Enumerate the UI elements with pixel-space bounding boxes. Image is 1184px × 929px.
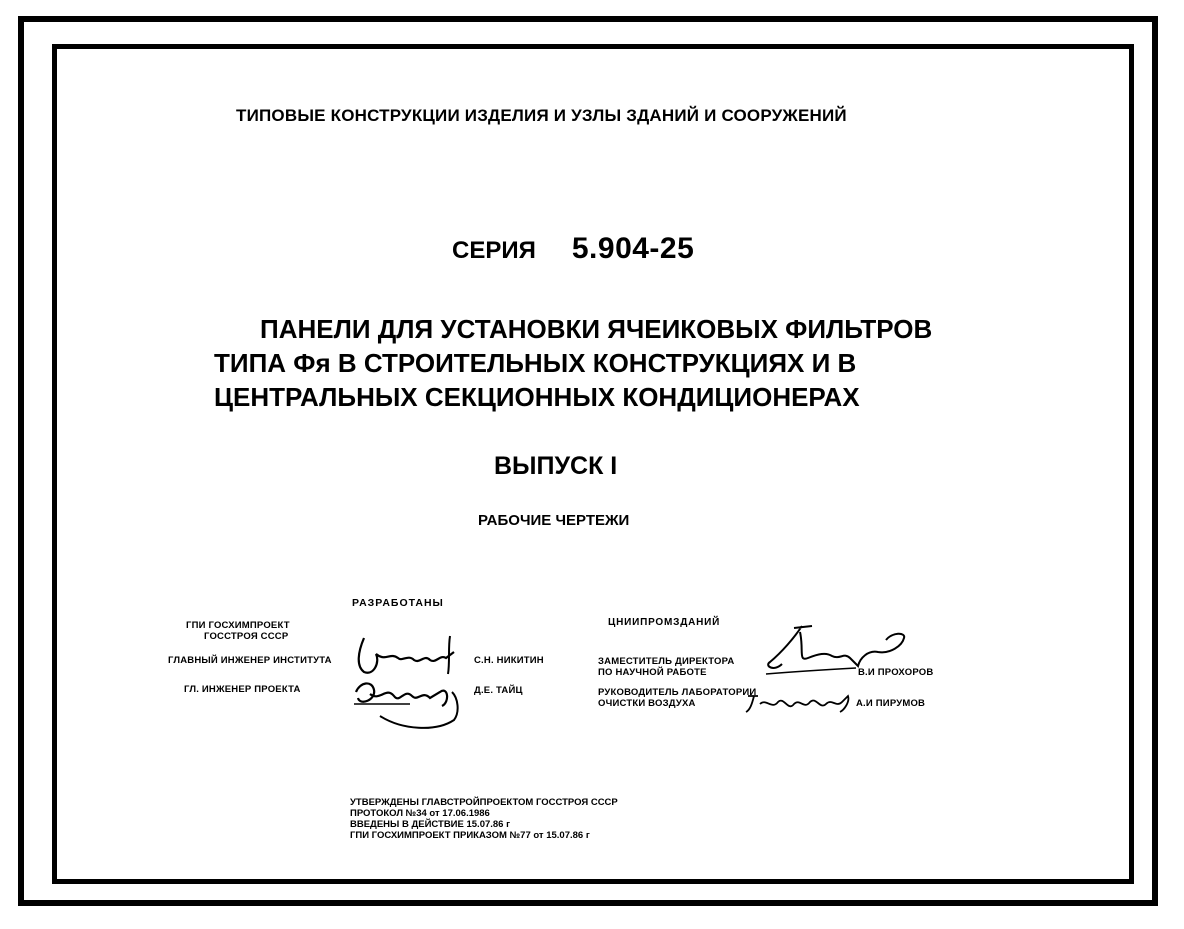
project-engineer-role: ГЛ. ИНЖЕНЕР ПРОЕКТА [184,684,301,695]
series-number: 5.904-25 [571,232,695,265]
approval-block [350,797,618,841]
title-line-2: ТИПА Фя В СТРОИТЕЛЬНЫХ КОНСТРУКЦИЯХ И В [214,348,857,378]
approval-line3: ВВЕДЕНЫ В ДЕЙСТВИЕ 15.07.86 г [350,819,511,830]
document-title [214,312,932,414]
developed-label: РАЗРАБОТАНЫ [352,597,444,609]
org1-line2: ГОССТРОЯ СССР [204,631,289,642]
lab-head-name: А.И ПИРУМОВ [856,698,926,709]
issue-label: ВЫПУСК I [494,452,618,480]
lab-head-signature [744,690,854,716]
lab-role-line2: ОЧИСТКИ ВОЗДУХА [598,698,696,709]
deputy-role-line1: ЗАМЕСТИТЕЛЬ ДИРЕКТОРА [598,656,735,667]
deputy-role-line2: ПО НАУЧНОЙ РАБОТЕ [598,667,707,678]
project-engineer-signature [350,672,462,736]
approval-line4: ГПИ ГОСХИМПРОЕКТ ПРИКАЗОМ №77 от 15.07.86 г [350,830,590,841]
approval-line2: ПРОТОКОЛ №34 от 17.06.1986 [350,808,490,819]
title-line-3: ЦЕНТРАЛЬНЫХ СЕКЦИОННЫХ КОНДИЦИОНЕРАХ [214,382,860,412]
doc-type-label: РАБОЧИЕ ЧЕРТЕЖИ [478,512,630,529]
org2-label: ЦНИИПРОМЗДАНИЙ [608,617,721,628]
chief-engineer-name: С.Н. НИКИТИН [474,655,544,666]
document-header: ТИПОВЫЕ КОНСТРУКЦИИ ИЗДЕЛИЯ И УЗЛЫ ЗДАНИЙ И СООРУЖЕНИЙ [236,106,847,125]
series-label: СЕРИЯ [452,237,536,264]
org1-line1: ГПИ ГОСХИМПРОЕКТ [186,620,290,631]
title-line-1: ПАНЕЛИ ДЛЯ УСТАНОВКИ ЯЧЕИКОВЫХ ФИЛЬТРОВ [260,314,933,344]
series-line [452,232,694,266]
deputy-name: В.И ПРОХОРОВ [858,667,934,678]
chief-engineer-role: ГЛАВНЫЙ ИНЖЕНЕР ИНСТИТУТА [168,655,332,666]
approval-line1: УТВЕРЖДЕНЫ ГЛАВСТРОЙПРОЕКТОМ ГОССТРОЯ СССР [350,797,618,808]
lab-role-line1: РУКОВОДИТЕЛЬ ЛАБОРАТОРИИ [598,687,757,698]
project-engineer-name: Д.Е. ТАЙЦ [474,685,523,696]
